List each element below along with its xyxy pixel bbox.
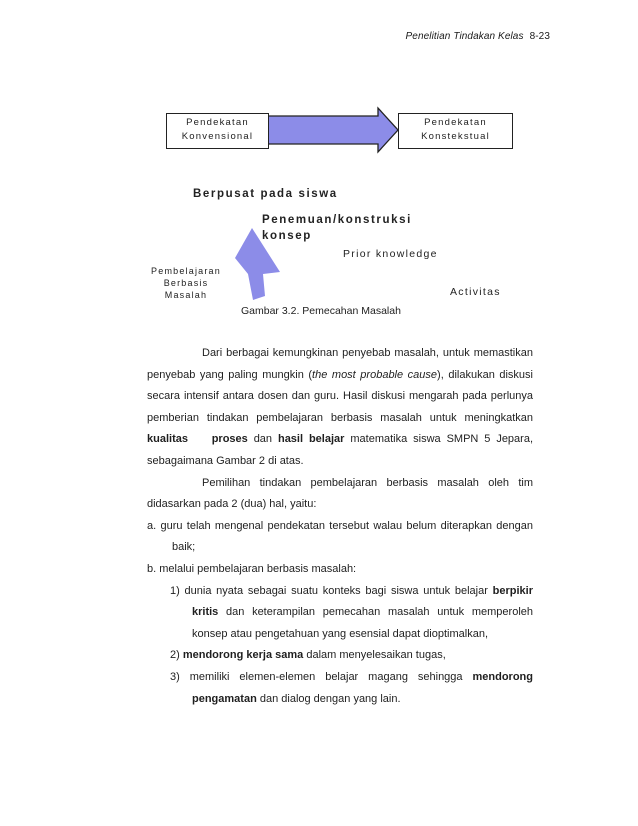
label-prior-knowledge: Prior knowledge bbox=[343, 248, 438, 260]
label-pbm-line2: Berbasis bbox=[163, 278, 209, 288]
page-number: 8-23 bbox=[529, 31, 550, 42]
label-construct-line1: Penemuan/konstruksi bbox=[262, 214, 412, 226]
label-pbm-line1: Pembelajaran bbox=[151, 266, 221, 276]
p1-bold-kualitas: kualitas bbox=[147, 433, 188, 446]
sub-item-3 bbox=[147, 667, 533, 710]
label-pbm-line3: Masalah bbox=[164, 290, 208, 300]
box-left-line2: Konvensional bbox=[181, 131, 254, 142]
sub3-text-b: dan dialog dengan yang lain. bbox=[256, 692, 401, 705]
figure-caption: Gambar 3.2. Pemecahan Masalah bbox=[241, 305, 401, 317]
sub3-text-a: 3) memiliki elemen-elemen belajar magang sehingga bbox=[170, 670, 473, 683]
box-pendekatan-kontekstual bbox=[398, 113, 513, 149]
p1-text-b: ), dilakukan diskusi secara intensif antara dosen dan guru. Hasil diskusi mengarah pada perlunya pemberian tindakan pembelajaran berbasis masalah untuk meningkatkan bbox=[147, 368, 533, 424]
arrow-konvensional-to-kontekstual bbox=[267, 108, 398, 152]
p1-text-a: Dari berbagai kemungkinan penyebab masalah, untuk memastikan penyebab yang paling mungkin ( bbox=[147, 347, 533, 381]
box-pendekatan-konvensional bbox=[166, 113, 269, 149]
label-construct-line2: konsep bbox=[262, 230, 312, 242]
sub2-text-a: 2) bbox=[170, 649, 183, 662]
sub1-text-b: dan keterampilan pemecahan masalah untuk memperoleh konsep atau pengetahuan yang esensial dapat dioptimalkan, bbox=[192, 606, 533, 640]
p1-bold-proses: proses bbox=[211, 433, 248, 446]
paragraph-1 bbox=[147, 343, 533, 473]
list-item-a: a. guru telah mengenal pendekatan tersebut walau belum diterapkan dengan baik; bbox=[147, 519, 533, 554]
paragraph-2: Pemilihan tindakan pembelajaran berbasis masalah oleh tim didasarkan pada 2 (dua) hal, yaitu: bbox=[147, 476, 533, 511]
sub2-bold: mendorong kerja sama bbox=[182, 649, 304, 662]
box-right-line1: Pendekatan bbox=[424, 117, 487, 128]
p1-text-e: matematika siswa SMPN 5 Jepara, sebagaimana Gambar 2 di atas. bbox=[147, 433, 534, 467]
box-right-line2: Konstekstual bbox=[421, 131, 490, 142]
label-berpusat-pada-siswa: Berpusat pada siswa bbox=[193, 188, 338, 200]
p1-italic: the most probable cause bbox=[312, 368, 438, 381]
header-title: Penelitian Tindakan Kelas bbox=[405, 31, 524, 42]
sub1-bold: berpikir kritis bbox=[192, 584, 533, 619]
list-item-b: b. melalui pembelajaran berbasis masalah: bbox=[147, 562, 357, 575]
label-activitas: Activitas bbox=[450, 286, 501, 298]
body-text bbox=[147, 343, 533, 710]
p1-bold-hasil-belajar: hasil belajar bbox=[277, 433, 345, 446]
box-left-line1: Pendekatan bbox=[186, 117, 249, 128]
p1-text-d: dan bbox=[247, 433, 278, 446]
label-penemuan-konstruksi bbox=[262, 212, 412, 244]
sub3-bold: mendorong pengamatan bbox=[192, 670, 533, 705]
sub2-text-b: dalam menyelesaikan tugas, bbox=[303, 649, 446, 662]
p1-text-c bbox=[188, 433, 194, 445]
diagram-graphics bbox=[0, 0, 638, 340]
sub-item-2 bbox=[147, 645, 533, 667]
label-pembelajaran-berbasis-masalah bbox=[146, 265, 226, 301]
sub-item-1 bbox=[147, 581, 533, 646]
sub1-text-a: 1) dunia nyata sebagai suatu konteks bagi siswa untuk belajar bbox=[170, 584, 493, 597]
